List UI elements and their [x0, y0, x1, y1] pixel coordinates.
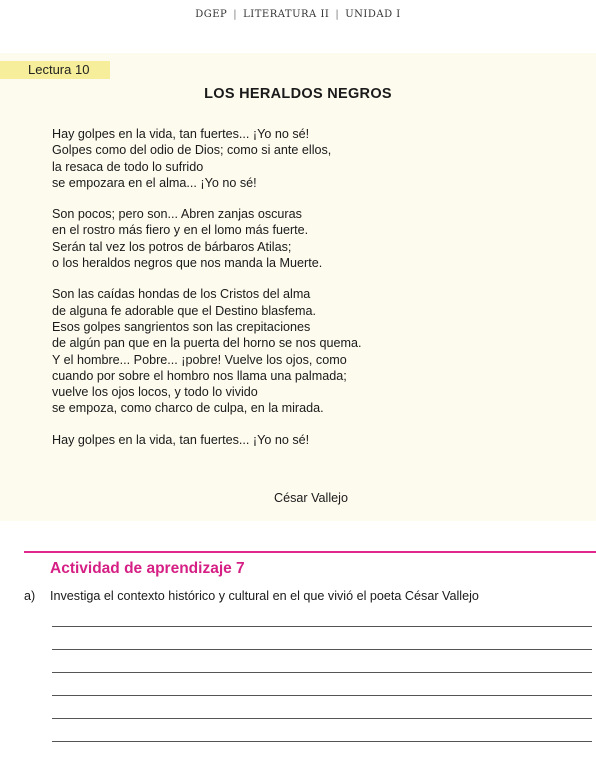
poem-line: Y el hombre... Pobre... ¡pobre! Vuelve los ojos, como	[52, 352, 347, 367]
poem-title: LOS HERALDOS NEGROS	[204, 86, 392, 102]
header-part-subject: LITERATURA II	[243, 9, 330, 20]
answer-line[interactable]	[52, 672, 592, 673]
poem-stanza	[52, 206, 552, 271]
poem-line: la resaca de todo lo sufrido	[52, 159, 204, 174]
poem-body	[52, 126, 552, 463]
poem-line: Son las caídas hondas de los Cristos del alma	[52, 287, 311, 302]
header-part-unit: UNIDAD I	[345, 9, 401, 20]
poem-line: Serán tal vez los potros de bárbaros Atilas;	[52, 239, 292, 254]
poem-line: cuando por sobre el hombro nos llama una palmada;	[52, 368, 347, 383]
answer-line[interactable]	[52, 718, 592, 719]
poem-line: Hay golpes en la vida, tan fuertes... ¡Yo no sé!	[52, 432, 310, 447]
answer-line[interactable]	[52, 695, 592, 696]
activity-item-text: Investiga el contexto histórico y cultural en el que vivió el poeta César Vallejo	[50, 589, 479, 603]
poem-line: o los heraldos negros que nos manda la Muerte.	[52, 256, 323, 271]
activity-title: Actividad de aprendizaje 7	[50, 560, 245, 577]
header-part-dgep: DGEP	[195, 9, 228, 20]
header-separator: |	[335, 9, 340, 20]
poem-stanza	[52, 126, 552, 191]
poem-line: Hay golpes en la vida, tan fuertes... ¡Yo no sé!	[52, 127, 310, 141]
answer-line[interactable]	[52, 626, 592, 627]
header-separator: |	[233, 9, 238, 20]
poem-author: César Vallejo	[274, 491, 348, 505]
poem-line: Son pocos; pero son... Abren zanjas oscuras	[52, 207, 302, 222]
poem-line: se empozara en el alma... ¡Yo no sé!	[52, 175, 257, 190]
reading-tag: Lectura 10	[0, 61, 110, 79]
poem-line: vuelve los ojos locos, y todo lo vivido	[52, 385, 258, 400]
poem-stanza	[52, 286, 552, 416]
poem-line: se empoza, como charco de culpa, en la mirada.	[52, 401, 324, 416]
answer-line[interactable]	[52, 649, 592, 650]
poem-line: de algún pan que en la puerta del horno se nos quema.	[52, 336, 362, 351]
running-header	[0, 9, 596, 20]
activity-divider	[24, 551, 596, 553]
poem-line: Golpes como del odio de Dios; como si ante ellos,	[52, 143, 332, 158]
poem-line: en el rostro más fiero y en el lomo más fuerte.	[52, 223, 309, 238]
activity-item	[24, 589, 479, 603]
activity-item-marker: a)	[24, 589, 36, 603]
answer-line[interactable]	[52, 741, 592, 742]
poem-line: de alguna fe adorable que el Destino blasfema.	[52, 303, 316, 318]
poem-stanza	[52, 432, 552, 448]
poem-line: Esos golpes sangrientos son las crepitaciones	[52, 319, 311, 334]
